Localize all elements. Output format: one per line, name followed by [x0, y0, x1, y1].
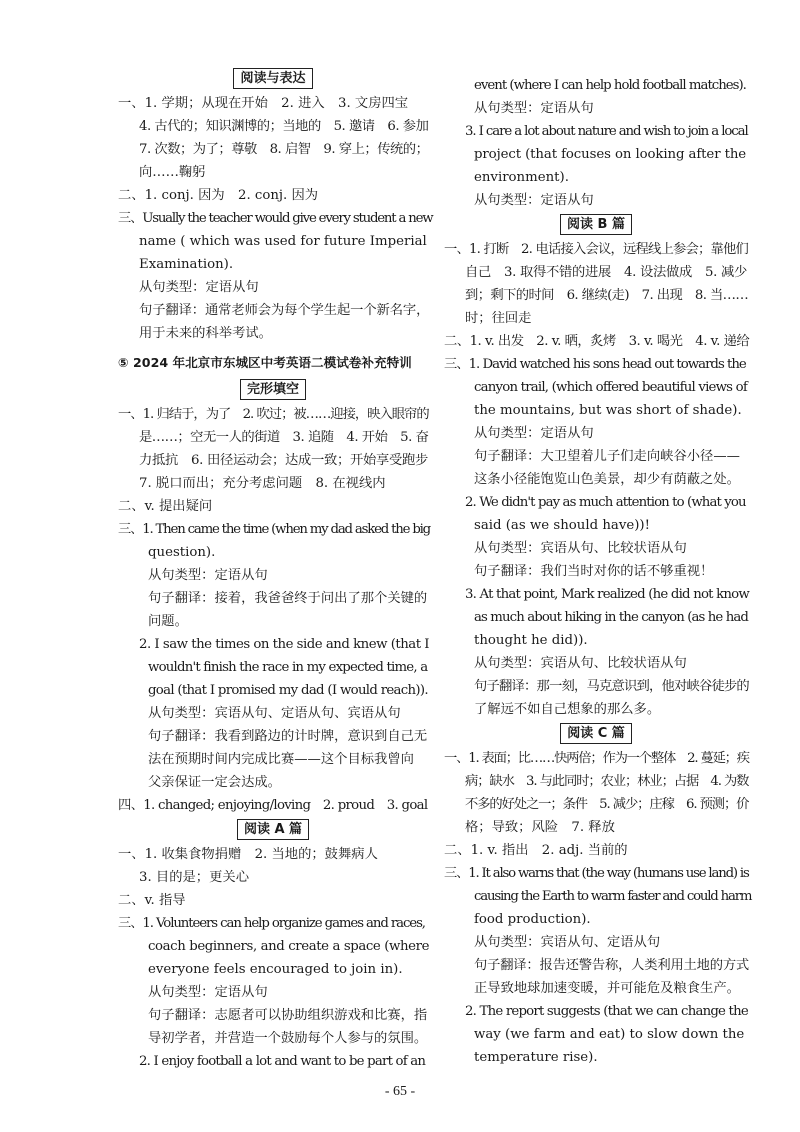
answer-line: environment).	[474, 170, 569, 185]
answer-line: temperature rise).	[474, 1050, 598, 1065]
answer-line: causing the Earth to warm faster and could harm	[474, 889, 752, 904]
clause-type-line: 从句类型：定语从句	[139, 280, 259, 295]
answer-line: 7. 次数；为了；尊敬 8. 启智 9. 穿上；传统的；	[139, 142, 429, 157]
right-column	[444, 74, 752, 1069]
answer-line: wouldn't finish the race in my expected time, a	[148, 660, 428, 675]
answer-line: 力抵抗 6. 田径运动会；达成一致；开始享受跑步	[139, 453, 428, 468]
page-number: - 65 -	[384, 1084, 416, 1099]
answer-line: 格；导致；风险 7. 释放	[465, 820, 615, 835]
translation-line: 父亲保证一定会达成。	[148, 775, 281, 790]
answer-line: way (we farm and eat) to slow down the	[474, 1027, 745, 1042]
answer-line: 向……鞠躬	[139, 165, 206, 180]
section-heading-reading-b: 阅读 B 篇	[444, 213, 748, 236]
clause-type-line: 从句类型：定语从句	[474, 426, 594, 441]
answer-line: 一、1. 归结于，为了 2. 吹过；被……迎接，映入眼帘的	[118, 407, 429, 422]
clause-type-line: 从句类型：宾语从句、比较状语从句	[474, 656, 687, 671]
exam-section-title: ⑤ 2024 年北京市东城区中考英语二模试卷补充特训	[118, 355, 412, 370]
answer-line: said (as we should have))!	[474, 518, 650, 533]
translation-line: 句子翻译：那一刻，马克意识到，他对峡谷徒步的	[474, 679, 749, 694]
answer-line: 一、1. 表面；比……快两倍；作为一个整体 2. 蔓延；疾	[444, 751, 749, 766]
answer-line: as much about hiking in the canyon (as he had	[474, 610, 749, 625]
answer-line: name ( which was used for future Imperial	[139, 234, 427, 249]
answer-line: 二、1. v. 指出 2. adj. 当前的	[444, 843, 628, 858]
translation-line: 句子翻译：通常老师会为每个学生起一个新名字，	[139, 303, 430, 318]
translation-line: 句子翻译：志愿者可以协助组织游戏和比赛，指	[148, 1008, 428, 1023]
answer-line: 二、v. 指导	[118, 893, 186, 908]
answer-line: canyon trail, (which offered beautiful views of	[474, 380, 747, 395]
answer-line: 二、v. 提出疑问	[118, 499, 213, 514]
clause-type-line: 从句类型：宾语从句、定语从句、宾语从句	[148, 706, 401, 721]
answer-line: question).	[148, 545, 216, 560]
clause-type-line: 从句类型：定语从句	[148, 568, 268, 583]
answer-line: 自己 3. 取得不错的进展 4. 设法做成 5. 减少	[465, 265, 747, 280]
left-column	[118, 66, 433, 1073]
section-heading-reading-c: 阅读 C 篇	[444, 722, 748, 745]
answer-line: 不多的好处之一；条件 5. 减少；庄稼 6. 预测；价	[465, 797, 749, 812]
answer-line: 3. I care a lot about nature and wish to join a local	[465, 124, 748, 139]
translation-line: 用于未来的科举考试。	[139, 326, 272, 341]
answer-line: 一、1. 学期；从现在开始 2. 进入 3. 文房四宝	[118, 96, 409, 111]
translation-line: 了解远不如自己想象的那么多。	[474, 702, 661, 717]
answer-line: 7. 脱口而出；充分考虑问题 8. 在视线内	[139, 476, 386, 491]
answer-line: 是……；空无一人的街道 3. 追随 4. 开始 5. 奋	[139, 430, 429, 445]
answer-line: Examination).	[139, 257, 234, 272]
answer-line: everyone feels encouraged to join in).	[148, 962, 403, 977]
answer-line: 三、Usually the teacher would give every student a new	[118, 211, 433, 226]
answer-line: project (that focuses on looking after the	[474, 147, 747, 162]
clause-type-line: 从句类型：宾语从句、定语从句	[474, 935, 661, 950]
answer-line: goal (that I promised my dad (I would reach)).	[148, 683, 428, 698]
answer-line: event (where I can help hold football matches).	[474, 78, 746, 93]
answer-line: 3. At that point, Mark realized (he did not know	[465, 587, 749, 602]
translation-line: 法在预期时间内完成比赛——这个目标我曾向	[148, 752, 414, 767]
answer-line: 4. 古代的；知识渊博的；当地的 5. 邀请 6. 参加	[139, 119, 429, 134]
answer-line: 2. The report suggests (that we can change the	[465, 1004, 748, 1019]
answer-line: 3. 目的是；更关心	[139, 870, 249, 885]
answer-line: 2. I enjoy football a lot and want to be part of an	[139, 1054, 426, 1069]
answer-line: 时；往回走	[465, 311, 532, 326]
translation-line: 句子翻译：我看到路边的计时牌，意识到自己无	[148, 729, 428, 744]
translation-line: 这条小径能饱览山色美景，却少有荫蔽之处。	[474, 472, 740, 487]
translation-line: 句子翻译：我们当时对你的话不够重视！	[474, 564, 714, 579]
clause-type-line: 从句类型：定语从句	[474, 101, 594, 116]
answer-line: 三、1. Volunteers can help organize games and races,	[118, 916, 425, 931]
answer-line: 三、1. It also warns that (the way (humans use land) is	[444, 866, 749, 881]
answer-line: 三、1. David watched his sons head out towards the	[444, 357, 746, 372]
translation-line: 句子翻译：大卫望着儿子们走向峡谷小径——	[474, 449, 740, 464]
answer-line: the mountains, but was short of shade).	[474, 403, 742, 418]
section-heading-reading-expression: 阅读与表达	[118, 67, 428, 90]
clause-type-line: 从句类型：定语从句	[148, 985, 268, 1000]
answer-line: food production).	[474, 912, 591, 927]
answer-line: 一、1. 打断 2. 电话接入会议，远程线上参会；靠他们	[444, 242, 748, 257]
answer-line: 2. I saw the times on the side and knew (that I	[139, 637, 430, 652]
answer-line: thought he did)).	[474, 633, 588, 648]
section-heading-reading-a: 阅读 A 篇	[118, 818, 428, 841]
section-heading-cloze: 完形填空	[118, 378, 428, 401]
answer-line: 2. We didn't pay as much attention to (what you	[465, 495, 746, 510]
clause-type-line: 从句类型：宾语从句、比较状语从句	[474, 541, 687, 556]
answer-line: 二、1. v. 出发 2. v. 晒，炙烤 3. v. 喝光 4. v. 递给	[444, 334, 750, 349]
answer-line: 病；缺水 3. 与此同时；农业；林业；占据 4. 为数	[465, 774, 749, 789]
answer-line: 三、1. Then came the time (when my dad asked the big	[118, 522, 430, 537]
translation-line: 句子翻译：报告还警告称，人类利用土地的方式	[474, 958, 750, 973]
answer-line: coach beginners, and create a space (where	[148, 939, 430, 954]
translation-line: 句子翻译：接着，我爸爸终于问出了那个关键的	[148, 591, 428, 606]
answer-line: 四、1. changed; enjoying/loving 2. proud 3. goal	[118, 798, 428, 813]
answer-line: 到；剩下的时间 6. 继续(走) 7. 出现 8. 当……	[465, 288, 749, 303]
translation-line: 问题。	[148, 614, 188, 629]
translation-line: 导初学者，并营造一个鼓励每个人参与的氛围。	[148, 1031, 428, 1046]
answer-line: 一、1. 收集食物捐赠 2. 当地的；鼓舞病人	[118, 847, 378, 862]
translation-line: 正导致地球加速变暖，并可能危及粮食生产。	[474, 981, 740, 996]
answer-line: 二、1. conj. 因为 2. conj. 因为	[118, 188, 319, 203]
clause-type-line: 从句类型：定语从句	[474, 193, 594, 208]
